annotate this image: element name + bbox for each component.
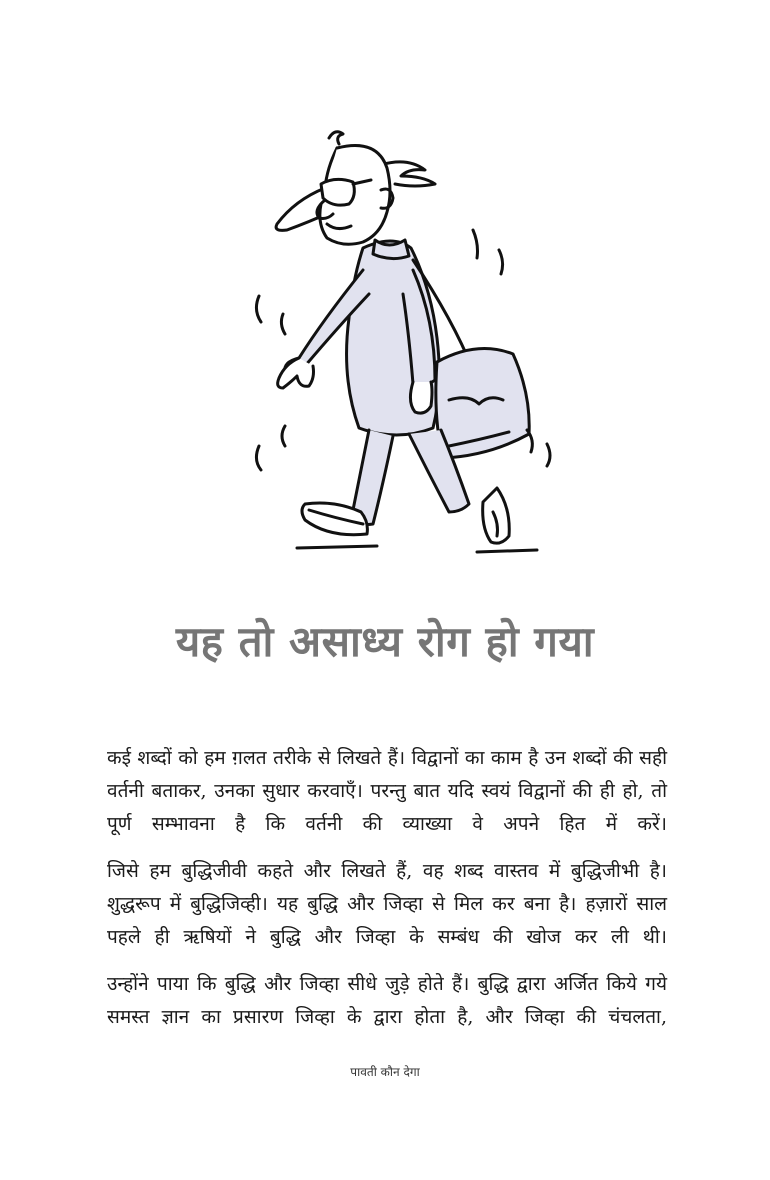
body-text — [107, 742, 667, 1048]
page-title: यह तो असाध्य रोग हो गया — [175, 617, 595, 666]
caricature-drawing — [187, 100, 612, 590]
paragraph: कई शब्दों को हम ग़लत तरीके से लिखते हैं। विद्वानों का काम है उन शब्दों की सही वर्तनी बताकर, उनका सुधार करवाएँ। परन्तु बात यदि स्वयं विद्वानों की ही हो, तो पूर्ण सम्भावना है कि वर्तनी की व्याख्या वे अपने हित में करें। — [107, 747, 667, 835]
page-footer: पावती कौन देगा — [350, 1065, 420, 1079]
paragraph: जिसे हम बुद्धिजीवी कहते और लिखते हैं, वह शब्द वास्तव में बुद्धिजीभी है। शुद्धरूप में बुद्धिजिव्ही। यह बुद्धि और जिव्हा से मिल कर बना है। हज़ारों साल पहले ही ऋषियों ने बुद्धि और जिव्हा के सम्बंध की खोज कर ली थी। — [107, 860, 667, 948]
walking-man-illustration — [187, 100, 612, 590]
paragraph: उन्होंने पाया कि बुद्धि और जिव्हा सीधे जुड़े होते हैं। बुद्धि द्वारा अर्जित किये गये समस्त ज्ञान का प्रसारण जिव्हा के द्वारा होता है, और जिव्हा की चंचलता, — [107, 973, 667, 1028]
